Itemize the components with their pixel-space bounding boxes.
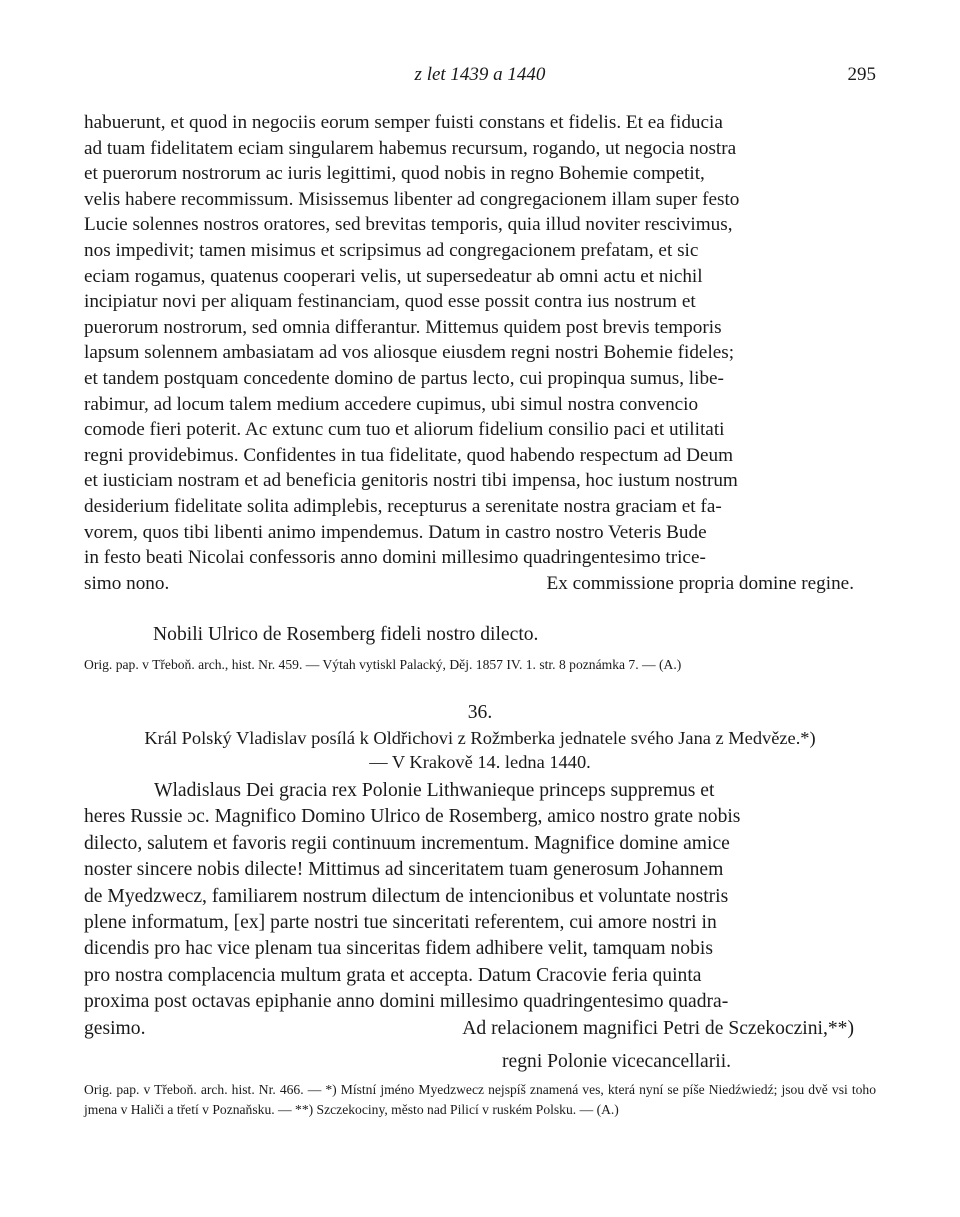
text-line: noster sincere nobis dilecte! Mittimus ad sinceritatem tuam generosum Johannem: [84, 859, 724, 881]
text-line: comode fieri poterit. Ac extunc cum tuo et aliorum fidelium consilio paci et utilitati: [84, 419, 725, 441]
text-line: regni providebimus. Confidentes in tua fidelitate, quod habendo respectum ad Deum: [84, 444, 734, 466]
text-line: in festo beati Nicolai confessoris anno domini millesimo quadringentesimo trice-: [84, 547, 706, 569]
text-line: vorem, quos tibi libenti animo impendemus. Datum in castro nostro Veteris Bude: [84, 521, 707, 543]
closing-date-end: gesimo.: [84, 1017, 146, 1039]
text-line: nos impedivit; tamen misimus et scripsimus ad congregacionem prefatam, et sic: [84, 239, 699, 261]
document-number: 36.: [467, 702, 493, 723]
text-line: et iusticiam nostram et ad beneficia genitoris nostri tibi impensa, hoc iustum nostrum: [84, 470, 738, 492]
running-title: z let 1439 a 1440: [414, 64, 546, 85]
document-date: — V Krakově 14. ledna 1440.: [369, 752, 591, 772]
text-line: et puerorum nostrorum ac iuris legittimi, quod nobis in regno Bohemie competit,: [84, 163, 705, 185]
page-number: 295: [847, 64, 876, 85]
text-line: ad tuam fidelitatem eciam singularem habemus recursum, rogando, ut negocia nostra: [84, 137, 737, 159]
text-line: velis habere recommissum. Misissemus libenter ad congregacionem illam super festo: [84, 188, 740, 210]
address-line: Nobili Ulrico de Rosemberg fideli nostro dilecto.: [153, 624, 539, 645]
signature-line: regni Polonie vicecancellarii.: [502, 1051, 732, 1072]
text-line: puerorum nostrorum, sed omnia differantur. Mittemus quidem post brevis temporis: [84, 316, 722, 338]
text-line: dilecto, salutem et favoris regii continuum incrementum. Magnifice domine amice: [84, 832, 730, 854]
commission-note: Ex commissione propria domine regine.: [546, 572, 854, 594]
text-line: lapsum solennem ambasiatam ad vos aliosque eiusdem regni nostri Bohemie fideles;: [84, 342, 735, 364]
relation-note: Ad relacionem magnifici Petri de Sczekoczini,**): [462, 1017, 854, 1039]
text-line: de Myedzwecz, familiarem nostrum dilectum de intencionibus et voluntate nostris: [84, 885, 729, 907]
text-line: incipiatur novi per aliquam festinanciam, quod esse possit contra ius nostrum et: [84, 291, 696, 313]
text-line: Wladislaus Dei gracia rex Polonie Lithwanieque princeps suppremus et: [154, 780, 715, 801]
text-line: pro nostra complacencia multum grata et accepta. Datum Cracovie feria quinta: [84, 964, 702, 986]
closing-date-end: simo nono.: [84, 572, 170, 594]
text-line: desiderium fidelitate solita adimplebis, recepturus a serenitate nostra graciam et fa-: [84, 495, 722, 517]
document-heading: Král Polský Vladislav posílá k Oldřichovi z Rožmberka jednatele svého Jana z Medvěze.*): [144, 728, 816, 748]
page-header: [84, 62, 876, 88]
closing-line: [84, 1016, 876, 1042]
text-line: Lucie solennes nostros oratores, sed brevitas temporis, quia illud noviter rescivimus,: [84, 214, 733, 236]
document-36-text: [84, 778, 876, 1042]
text-line: habuerunt, et quod in negociis eorum semper fuisti constans et fidelis. Et ea fiducia: [84, 112, 723, 133]
document-35-text: [84, 110, 876, 596]
closing-line: [84, 571, 876, 597]
text-line: dicendis pro hac vice plenam tua sinceritas fidem adhibere velit, tamquam nobis: [84, 938, 713, 960]
text-line: eciam rogamus, quatenus cooperari velis, ut supersedeatur ab omni actu et nichil: [84, 265, 703, 287]
text-line: heres Russie ɔc. Magnifico Domino Ulrico de Rosemberg, amico nostro grate nobis: [84, 806, 741, 828]
text-line: plene informatum, [ex] parte nostri tue sinceritati referentem, cui amore nostri in: [84, 912, 717, 934]
text-line: rabimur, ad locum talem medium accedere cupimus, ubi simul nostra convencio: [84, 393, 699, 415]
footnote-36: Orig. pap. v Třeboň. arch. hist. Nr. 466. — *) Místní jméno Myedzwecz nejspíš znamená ves, která nyní se píše Niedźwiedź; jsou dvě vsi toho jmena v Haliči a třetí v Poznaňsku. — **) Szczekociny, město nad Pilicí v ruském Polsku. — (A.): [84, 1082, 876, 1117]
text-line: proxima post octavas epiphanie anno domini millesimo quadringentesimo quadra-: [84, 991, 729, 1013]
text-line: et tandem postquam concedente domino de partus lecto, cui propinqua sumus, libe-: [84, 367, 724, 389]
footnote-35: Orig. pap. v Třeboň. arch., hist. Nr. 459. — Výtah vytiskl Palacký, Děj. 1857 IV. 1. str. 8 poznámka 7. — (A.): [84, 657, 682, 672]
